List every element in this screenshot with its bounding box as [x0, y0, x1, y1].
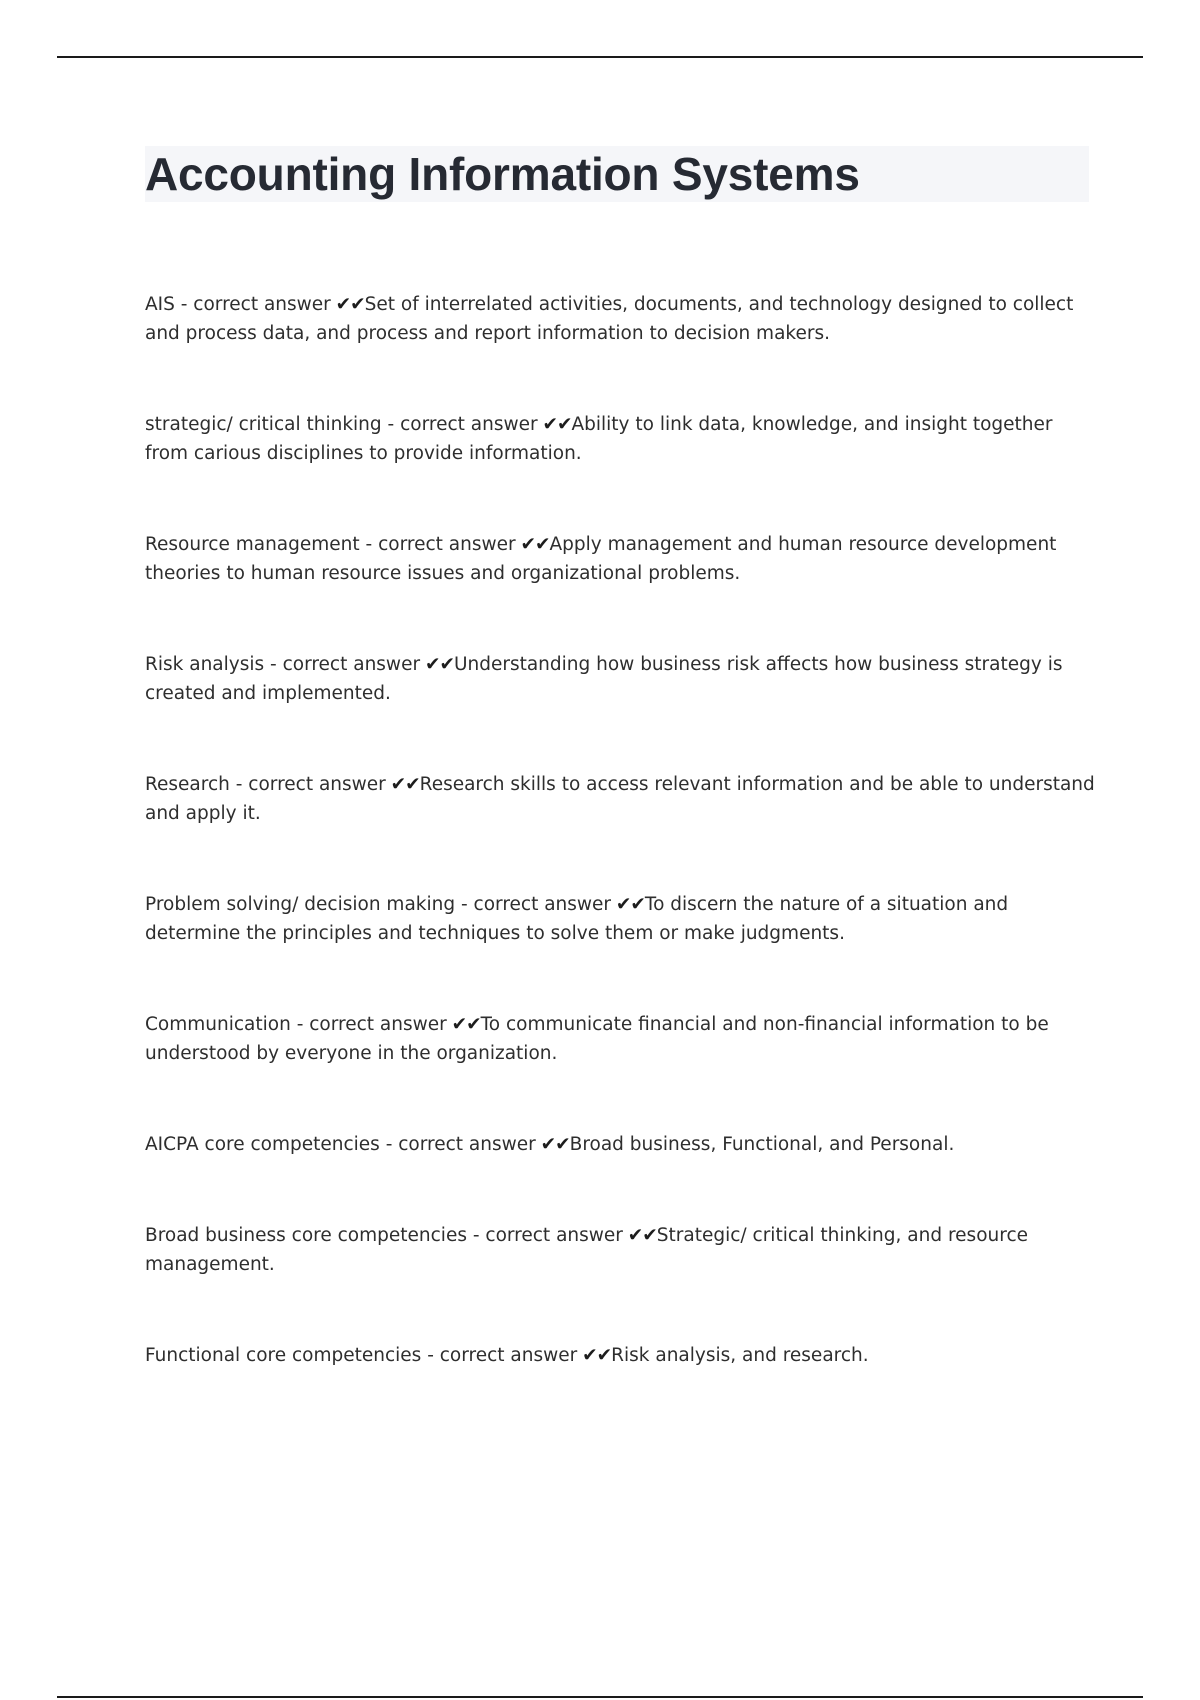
entry-term: Broad business core competencies: [145, 1225, 467, 1246]
double-check-icon: ✔✔: [515, 534, 550, 555]
double-check-icon: ✔✔: [420, 654, 454, 675]
entry-definition: Apply management and human resource development theories to human resource issues and organizational problems.: [145, 534, 1057, 584]
entry-separator: -: [290, 1014, 310, 1035]
page-title: Accounting Information Systems: [145, 148, 860, 200]
flashcard-list: [145, 290, 1095, 1370]
entry-term: Resource management: [145, 534, 360, 555]
entry-definition: Ability to link data, knowledge, and insight together from carious disciplines to provide information.: [145, 414, 1053, 464]
double-check-icon: ✔✔: [537, 414, 572, 435]
entry-definition: Research skills to access relevant information and be able to understand and apply it.: [145, 774, 1095, 824]
flashcard-entry: [145, 1130, 1095, 1159]
entry-term: Functional core competencies: [145, 1345, 422, 1366]
answer-label: correct answer: [193, 294, 331, 315]
title-band: [145, 146, 1089, 202]
double-check-icon: ✔✔: [611, 894, 645, 915]
flashcard-entry: [145, 770, 1095, 828]
entry-term: AIS: [145, 294, 175, 315]
entry-definition: Set of interrelated activities, documents, and technology designed to collect and process data, and process and report information to decision makers.: [145, 294, 1074, 344]
entry-term: Problem solving/ decision making: [145, 894, 456, 915]
entry-term: Risk analysis: [145, 654, 265, 675]
entry-separator: -: [455, 894, 474, 915]
entry-separator: -: [174, 294, 194, 315]
answer-label: correct answer: [378, 534, 516, 555]
answer-label: correct answer: [485, 1225, 623, 1246]
entry-definition: To discern the nature of a situation and determine the principles and techniques to solve them or make judgments.: [145, 894, 1009, 944]
answer-label: correct answer: [309, 1014, 447, 1035]
double-check-icon: ✔✔: [330, 294, 365, 315]
entry-separator: -: [466, 1225, 486, 1246]
answer-label: correct answer: [439, 1345, 578, 1366]
entry-separator: -: [264, 654, 283, 675]
entry-term: Research: [145, 774, 230, 795]
entry-definition: Understanding how business risk affects how business strategy is created and implemented.: [145, 654, 1063, 704]
double-check-icon: ✔✔: [622, 1225, 657, 1246]
flashcard-entry: [145, 1221, 1095, 1279]
answer-label: correct answer: [400, 414, 538, 435]
flashcard-entry: [145, 530, 1095, 588]
double-check-icon: ✔✔: [385, 774, 420, 795]
double-check-icon: ✔✔: [446, 1014, 481, 1035]
answer-label: correct answer: [398, 1134, 536, 1155]
entry-separator: -: [421, 1345, 440, 1366]
flashcard-entry: [145, 1010, 1095, 1068]
header-rule: [57, 56, 1143, 58]
flashcard-entry: [145, 410, 1095, 468]
flashcard-entry: [145, 290, 1095, 348]
entry-definition: Broad business, Functional, and Personal.: [569, 1134, 955, 1155]
entry-term: Communication: [145, 1014, 291, 1035]
answer-label: correct answer: [248, 774, 386, 795]
entry-separator: -: [381, 414, 401, 435]
flashcard-entry: [145, 1341, 1095, 1370]
flashcard-entry: [145, 890, 1095, 948]
answer-label: correct answer: [473, 894, 612, 915]
entry-definition: To communicate financial and non-financial information to be understood by everyone in the organization.: [145, 1014, 1049, 1064]
footer-rule: [57, 1696, 1143, 1698]
entry-separator: -: [359, 534, 379, 555]
entry-definition: Strategic/ critical thinking, and resource management.: [145, 1225, 1028, 1275]
double-check-icon: ✔✔: [577, 1345, 612, 1366]
entry-term: AICPA core competencies: [145, 1134, 380, 1155]
double-check-icon: ✔✔: [535, 1134, 570, 1155]
entry-term: strategic/ critical thinking: [145, 414, 382, 435]
entry-separator: -: [379, 1134, 399, 1155]
flashcard-entry: [145, 650, 1095, 708]
answer-label: correct answer: [282, 654, 421, 675]
entry-definition: Risk analysis, and research.: [611, 1345, 869, 1366]
entry-separator: -: [229, 774, 249, 795]
